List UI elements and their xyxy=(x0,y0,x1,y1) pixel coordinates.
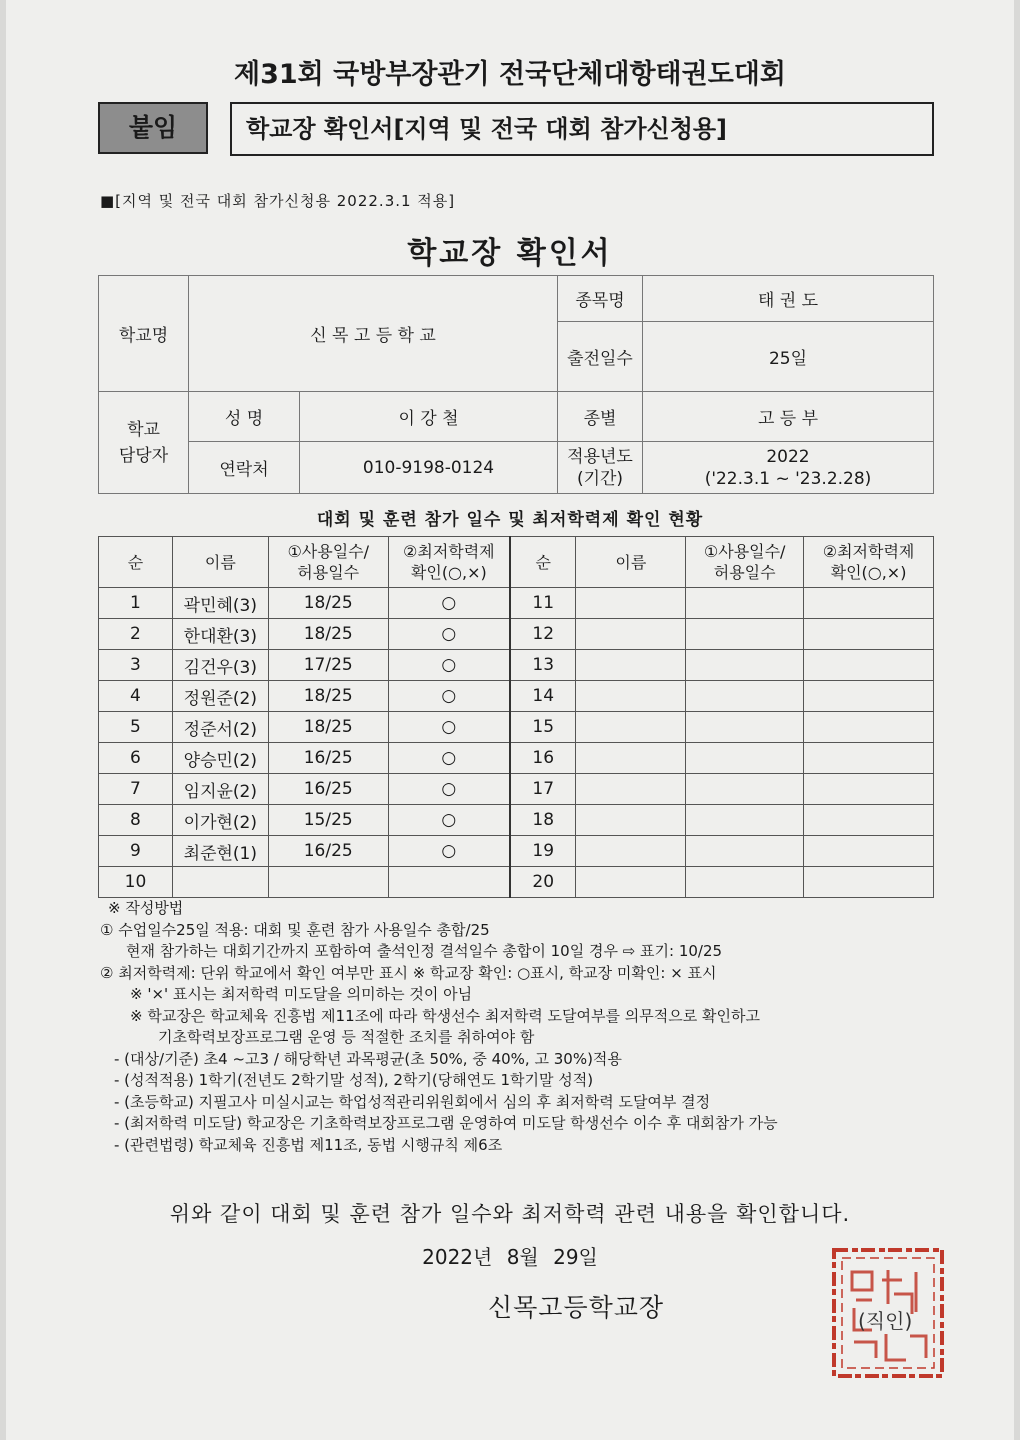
table-cell xyxy=(576,619,686,650)
table-cell xyxy=(686,588,804,619)
table-cell: 10 xyxy=(99,867,173,898)
instruction-line: ※ 학교장은 학교체육 진흥법 제11조에 따라 학생선수 최저학력 도달여부를 의무적으로 확인하고 xyxy=(130,1006,760,1025)
days-label: 출전일수 xyxy=(558,322,643,392)
document-header-title: 제31회 국방부장관기 전국단체대항태권도대회 xyxy=(234,59,786,90)
table-cell: 9 xyxy=(99,836,173,867)
event-value: 태 권 도 xyxy=(643,276,934,322)
table-cell xyxy=(576,836,686,867)
principal-signature: 신목고등학교장 xyxy=(488,1293,665,1322)
table-cell: 15/25 xyxy=(268,805,388,836)
boxed-form-title: 학교장 확인서[지역 및 전국 대회 참가신청용] xyxy=(230,102,934,156)
table-cell xyxy=(804,588,934,619)
table-cell: 16 xyxy=(510,743,576,774)
table-cell: 18/25 xyxy=(268,619,388,650)
table-cell xyxy=(686,681,804,712)
table-cell xyxy=(804,743,934,774)
contact-value: 010-9198-0124 xyxy=(300,442,558,494)
column-header: ②최저학력제 확인(○,×) xyxy=(804,537,934,588)
year-cell xyxy=(643,442,934,494)
table-row xyxy=(99,619,934,650)
table-cell: 1 xyxy=(99,588,173,619)
school-name-label: 학교명 xyxy=(99,276,189,392)
table-cell: 이가현(2) xyxy=(172,805,268,836)
table-cell xyxy=(686,650,804,681)
column-header: 순 xyxy=(510,537,576,588)
table-cell: 김건우(3) xyxy=(172,650,268,681)
table-cell: 16/25 xyxy=(268,836,388,867)
table-cell: 정원준(2) xyxy=(172,681,268,712)
division-label: 종별 xyxy=(558,392,643,442)
table-cell xyxy=(804,712,934,743)
table-row xyxy=(99,836,934,867)
table-cell xyxy=(576,805,686,836)
table-cell: 13 xyxy=(510,650,576,681)
table-cell: 16/25 xyxy=(268,774,388,805)
applicability-note: ■[지역 및 전국 대회 참가신청용 2022.3.1 적용] xyxy=(100,192,456,210)
table-cell: 최준현(1) xyxy=(172,836,268,867)
instruction-line: - (초등학교) 지필고사 미실시교는 학업성적관리위원회에서 심의 후 최저학력 도달여부 결정 xyxy=(114,1092,711,1111)
table-cell xyxy=(686,805,804,836)
school-name-value: 신 목 고 등 학 교 xyxy=(189,276,558,392)
manager-label: 학교 담당자 xyxy=(99,392,189,494)
division-value: 고 등 부 xyxy=(643,392,934,442)
contact-label: 연락처 xyxy=(189,442,300,494)
section-title: 대회 및 훈련 참가 일수 및 최저학력제 확인 현황 xyxy=(316,510,704,530)
table-cell: 양승민(2) xyxy=(172,743,268,774)
days-value: 25일 xyxy=(643,322,934,392)
table-cell xyxy=(804,681,934,712)
table-cell: 6 xyxy=(99,743,173,774)
table-cell xyxy=(686,774,804,805)
table-cell: 곽민혜(3) xyxy=(172,588,268,619)
table-cell: 17 xyxy=(510,774,576,805)
school-info-table xyxy=(98,275,934,494)
table-cell xyxy=(268,867,388,898)
table-cell: 정준서(2) xyxy=(172,712,268,743)
column-header: 이름 xyxy=(172,537,268,588)
table-cell: ○ xyxy=(388,619,510,650)
table-cell: 한대환(3) xyxy=(172,619,268,650)
confirmation-statement: 위와 같이 대회 및 훈련 참가 일수와 최저학력 관련 내용을 확인합니다. xyxy=(169,1202,851,1226)
table-cell xyxy=(576,681,686,712)
table-cell: ○ xyxy=(388,805,510,836)
table-cell xyxy=(576,712,686,743)
attachment-badge: 붙임 xyxy=(98,102,208,154)
table-cell: 5 xyxy=(99,712,173,743)
table-cell: ○ xyxy=(388,774,510,805)
issue-date: 2022년 8월 29일 xyxy=(422,1245,598,1269)
instruction-line: - (성적적용) 1학기(전년도 2학기말 성적), 2학기(당해연도 1학기말 성적) xyxy=(114,1071,594,1089)
instruction-line: ※ 작성방법 xyxy=(108,899,184,917)
table-cell xyxy=(172,867,268,898)
table-row xyxy=(99,681,934,712)
table-cell xyxy=(686,712,804,743)
table-cell: 16/25 xyxy=(268,743,388,774)
table-cell: 17/25 xyxy=(268,650,388,681)
table-cell xyxy=(686,619,804,650)
table-cell xyxy=(388,867,510,898)
table-cell xyxy=(576,743,686,774)
table-cell xyxy=(804,867,934,898)
instruction-line: - (대상/기준) 초4 ~고3 / 해당학년 과목평균(초 50%, 중 40%, 고 30%)적용 xyxy=(114,1049,622,1068)
instruction-line: ① 수업일수25일 적용: 대회 및 훈련 참가 사용일수 총합/25 xyxy=(100,920,490,939)
column-header: ①사용일수/ 허용일수 xyxy=(268,537,388,588)
table-cell: 19 xyxy=(510,836,576,867)
column-header: ②최저학력제 확인(○,×) xyxy=(388,537,510,588)
table-row xyxy=(99,650,934,681)
table-cell: 14 xyxy=(510,681,576,712)
table-cell: ○ xyxy=(388,650,510,681)
table-cell: 18 xyxy=(510,805,576,836)
instruction-line: - (최저학력 미도달) 학교장은 기초학력보장프로그램 운영하여 미도달 학생선수 이수 후 대회참가 가능 xyxy=(114,1114,778,1132)
column-header: 순 xyxy=(99,537,173,588)
column-header: ①사용일수/ 허용일수 xyxy=(686,537,804,588)
table-cell: 11 xyxy=(510,588,576,619)
table-cell: 20 xyxy=(510,867,576,898)
writing-instructions xyxy=(100,898,940,1156)
table-cell: 12 xyxy=(510,619,576,650)
table-cell: 4 xyxy=(99,681,173,712)
table-cell xyxy=(576,867,686,898)
table-cell: 18/25 xyxy=(268,681,388,712)
table-cell: 15 xyxy=(510,712,576,743)
table-cell xyxy=(804,836,934,867)
table-header-row xyxy=(99,537,934,588)
table-row xyxy=(99,867,934,898)
manager-name-label: 성 명 xyxy=(189,392,300,442)
table-row xyxy=(99,588,934,619)
table-cell: ○ xyxy=(388,588,510,619)
table-cell: 임지윤(2) xyxy=(172,774,268,805)
table-cell: 2 xyxy=(99,619,173,650)
table-cell xyxy=(804,805,934,836)
table-cell: ○ xyxy=(388,836,510,867)
table-cell xyxy=(576,774,686,805)
table-cell: 3 xyxy=(99,650,173,681)
table-cell xyxy=(804,650,934,681)
table-cell: 7 xyxy=(99,774,173,805)
table-cell: 18/25 xyxy=(268,588,388,619)
event-label: 종목명 xyxy=(558,276,643,322)
table-cell: ○ xyxy=(388,681,510,712)
table-cell xyxy=(804,774,934,805)
year-label: 적용년도 (기간) xyxy=(558,442,643,494)
table-cell: 8 xyxy=(99,805,173,836)
table-cell xyxy=(576,650,686,681)
participation-table xyxy=(98,536,934,898)
table-cell xyxy=(804,619,934,650)
document-title: 학교장 확인서 xyxy=(407,236,613,271)
table-cell xyxy=(686,743,804,774)
instruction-line: 기초학력보장프로그램 운영 등 적절한 조치를 취하여야 함 xyxy=(158,1028,535,1046)
year-value: 2022 xyxy=(766,446,810,467)
table-row xyxy=(99,774,934,805)
period-value: ('22.3.1 ~ '23.2.28) xyxy=(704,468,872,489)
table-cell xyxy=(576,588,686,619)
seal-label: (직인) xyxy=(858,1309,913,1333)
table-cell xyxy=(686,867,804,898)
table-cell: 18/25 xyxy=(268,712,388,743)
table-cell: ○ xyxy=(388,743,510,774)
table-row xyxy=(99,743,934,774)
instruction-line: 현재 참가하는 대회기간까지 포함하여 출석인정 결석일수 총합이 10일 경우 ⇨ 표기: 10/25 xyxy=(126,942,723,960)
manager-name-value: 이 강 철 xyxy=(300,392,558,442)
instruction-line: ② 최저학력제: 단위 학교에서 확인 여부만 표시 ※ 학교장 확인: ○표시, 학교장 미확인: × 표시 xyxy=(100,963,717,982)
table-row xyxy=(99,712,934,743)
table-row xyxy=(99,805,934,836)
table-cell: ○ xyxy=(388,712,510,743)
instruction-line: ※ '×' 표시는 최저학력 미도달을 의미하는 것이 아님 xyxy=(130,985,473,1003)
table-cell xyxy=(686,836,804,867)
column-header: 이름 xyxy=(576,537,686,588)
instruction-line: - (관련법령) 학교체육 진흥법 제11조, 동법 시행규칙 제6조 xyxy=(114,1135,503,1154)
